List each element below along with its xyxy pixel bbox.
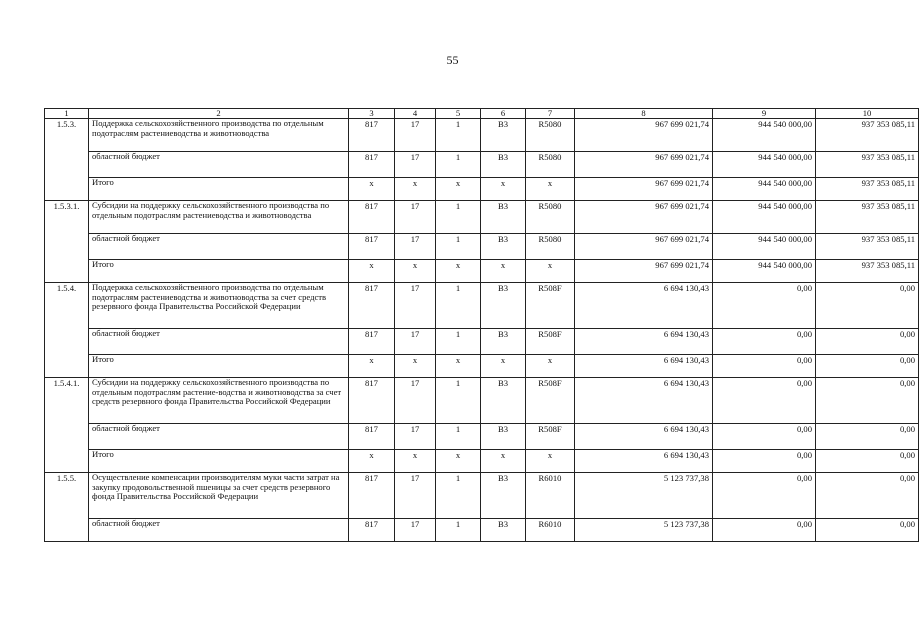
cell-amount-c9: 944 540 000,00 <box>713 119 816 152</box>
cell-amount-c8: 6 694 130,43 <box>575 355 713 378</box>
cell-c7: R508F <box>526 424 575 450</box>
table-row <box>45 201 919 234</box>
table-row <box>45 119 919 152</box>
table-row <box>45 450 919 473</box>
cell-amount-c9: 0,00 <box>713 473 816 519</box>
row-name: Субсидии на поддержку сельскохозяйственного производства по отдельным подотраслям растениеводства и животноводства <box>89 201 349 234</box>
cell-c7: R6010 <box>526 473 575 519</box>
cell-amount-c8: 967 699 021,74 <box>575 260 713 283</box>
cell-amount-c10: 937 353 085,11 <box>816 260 919 283</box>
cell-amount-c10: 937 353 085,11 <box>816 201 919 234</box>
cell-c3: x <box>349 178 395 201</box>
cell-amount-c8: 967 699 021,74 <box>575 152 713 178</box>
cell-c5: x <box>436 355 481 378</box>
cell-c3: 817 <box>349 424 395 450</box>
cell-c3: x <box>349 355 395 378</box>
row-name: Осуществление компенсации производителям муки части затрат на закупку продовольственной пшеницы за счет средств резервного фонда Правительства Российской Федерации <box>89 473 349 519</box>
cell-amount-c10: 0,00 <box>816 473 919 519</box>
cell-c4: x <box>395 178 436 201</box>
row-name: областной бюджет <box>89 152 349 178</box>
table-row <box>45 473 919 519</box>
cell-c3: x <box>349 260 395 283</box>
cell-c6: В3 <box>481 473 526 519</box>
cell-amount-c10: 0,00 <box>816 424 919 450</box>
cell-c5: 1 <box>436 234 481 260</box>
cell-c6: В3 <box>481 119 526 152</box>
row-name: областной бюджет <box>89 424 349 450</box>
row-name: областной бюджет <box>89 519 349 542</box>
cell-c6: x <box>481 260 526 283</box>
cell-c3: x <box>349 450 395 473</box>
row-name: Итого <box>89 178 349 201</box>
row-name: Итого <box>89 260 349 283</box>
cell-c7: R5080 <box>526 201 575 234</box>
cell-c6: В3 <box>481 283 526 329</box>
cell-c7: x <box>526 450 575 473</box>
row-name: Итого <box>89 450 349 473</box>
cell-amount-c9: 944 540 000,00 <box>713 234 816 260</box>
cell-c6: x <box>481 178 526 201</box>
row-name: Поддержка сельскохозяйственного производства по отдельным подотраслям растениеводства и животноводства <box>89 119 349 152</box>
cell-c5: 1 <box>436 473 481 519</box>
cell-amount-c10: 0,00 <box>816 450 919 473</box>
cell-c6: В3 <box>481 519 526 542</box>
column-header: 8 <box>575 109 713 119</box>
cell-c4: 17 <box>395 473 436 519</box>
cell-amount-c10: 0,00 <box>816 329 919 355</box>
table-row <box>45 355 919 378</box>
table-row <box>45 519 919 542</box>
row-name: Субсидии на поддержку сельскохозяйственного производства по отдельным подотраслям растение-водства и животноводства за счет средств резервного фонда Правительства Российской Федерации <box>89 378 349 424</box>
cell-c6: В3 <box>481 329 526 355</box>
cell-c7: R5080 <box>526 152 575 178</box>
cell-c6: x <box>481 450 526 473</box>
row-name: областной бюджет <box>89 329 349 355</box>
cell-c4: 17 <box>395 283 436 329</box>
cell-amount-c10: 937 353 085,11 <box>816 178 919 201</box>
cell-c5: 1 <box>436 519 481 542</box>
cell-amount-c10: 0,00 <box>816 519 919 542</box>
cell-amount-c10: 0,00 <box>816 283 919 329</box>
column-header: 2 <box>89 109 349 119</box>
cell-c4: x <box>395 260 436 283</box>
page-number: 55 <box>446 53 459 67</box>
cell-amount-c8: 5 123 737,38 <box>575 473 713 519</box>
cell-amount-c10: 937 353 085,11 <box>816 234 919 260</box>
cell-c3: 817 <box>349 234 395 260</box>
cell-c3: 817 <box>349 473 395 519</box>
cell-c4: 17 <box>395 201 436 234</box>
cell-c5: x <box>436 260 481 283</box>
cell-c7: x <box>526 260 575 283</box>
cell-amount-c8: 967 699 021,74 <box>575 178 713 201</box>
cell-amount-c8: 967 699 021,74 <box>575 201 713 234</box>
cell-c7: R5080 <box>526 234 575 260</box>
column-header: 5 <box>436 109 481 119</box>
cell-c3: 817 <box>349 201 395 234</box>
cell-c3: 817 <box>349 378 395 424</box>
cell-c7: R5080 <box>526 119 575 152</box>
cell-c6: В3 <box>481 424 526 450</box>
table-row <box>45 329 919 355</box>
cell-c3: 817 <box>349 283 395 329</box>
column-header: 4 <box>395 109 436 119</box>
cell-c4: 17 <box>395 519 436 542</box>
cell-c7: x <box>526 178 575 201</box>
table-row <box>45 260 919 283</box>
table-row <box>45 234 919 260</box>
cell-c5: x <box>436 450 481 473</box>
cell-c3: 817 <box>349 119 395 152</box>
column-header: 6 <box>481 109 526 119</box>
cell-c5: 1 <box>436 329 481 355</box>
cell-amount-c8: 6 694 130,43 <box>575 424 713 450</box>
cell-c5: 1 <box>436 152 481 178</box>
cell-amount-c8: 6 694 130,43 <box>575 329 713 355</box>
cell-amount-c10: 0,00 <box>816 378 919 424</box>
cell-c4: 17 <box>395 152 436 178</box>
cell-c6: В3 <box>481 234 526 260</box>
cell-c4: x <box>395 450 436 473</box>
cell-amount-c8: 6 694 130,43 <box>575 283 713 329</box>
table-row <box>45 178 919 201</box>
table-row <box>45 424 919 450</box>
table-row <box>45 283 919 329</box>
row-name: Итого <box>89 355 349 378</box>
cell-amount-c10: 0,00 <box>816 355 919 378</box>
cell-c5: 1 <box>436 201 481 234</box>
cell-c5: x <box>436 178 481 201</box>
table-row <box>45 378 919 424</box>
cell-amount-c8: 6 694 130,43 <box>575 450 713 473</box>
cell-amount-c9: 944 540 000,00 <box>713 260 816 283</box>
cell-amount-c9: 0,00 <box>713 355 816 378</box>
budget-table <box>44 108 919 542</box>
cell-amount-c8: 967 699 021,74 <box>575 234 713 260</box>
cell-c7: R6010 <box>526 519 575 542</box>
cell-c3: 817 <box>349 519 395 542</box>
cell-c4: 17 <box>395 424 436 450</box>
cell-amount-c10: 937 353 085,11 <box>816 119 919 152</box>
cell-amount-c10: 937 353 085,11 <box>816 152 919 178</box>
cell-c4: 17 <box>395 329 436 355</box>
cell-amount-c9: 0,00 <box>713 519 816 542</box>
cell-c4: 17 <box>395 234 436 260</box>
cell-c7: x <box>526 355 575 378</box>
cell-amount-c9: 944 540 000,00 <box>713 152 816 178</box>
row-name: Поддержка сельскохозяйственного производства по отдельным подотраслям растениеводства и животноводства за счет средств резервного фонда Правительства Российской Федерации <box>89 283 349 329</box>
cell-amount-c8: 5 123 737,38 <box>575 519 713 542</box>
row-code: 1.5.4. <box>45 283 89 378</box>
cell-amount-c9: 0,00 <box>713 329 816 355</box>
cell-amount-c8: 967 699 021,74 <box>575 119 713 152</box>
cell-c4: 17 <box>395 378 436 424</box>
column-header: 10 <box>816 109 919 119</box>
cell-c5: 1 <box>436 119 481 152</box>
row-code: 1.5.3. <box>45 119 89 201</box>
cell-c6: x <box>481 355 526 378</box>
column-header: 9 <box>713 109 816 119</box>
cell-c5: 1 <box>436 283 481 329</box>
cell-c7: R508F <box>526 329 575 355</box>
cell-c4: 17 <box>395 119 436 152</box>
column-header: 7 <box>526 109 575 119</box>
cell-c6: В3 <box>481 378 526 424</box>
cell-c3: 817 <box>349 329 395 355</box>
column-header: 3 <box>349 109 395 119</box>
cell-c6: В3 <box>481 201 526 234</box>
cell-amount-c9: 0,00 <box>713 424 816 450</box>
cell-amount-c9: 944 540 000,00 <box>713 201 816 234</box>
table-header-row <box>45 109 919 119</box>
cell-c7: R508F <box>526 378 575 424</box>
cell-c4: x <box>395 355 436 378</box>
cell-amount-c9: 0,00 <box>713 450 816 473</box>
row-code: 1.5.3.1. <box>45 201 89 283</box>
cell-c3: 817 <box>349 152 395 178</box>
cell-c5: 1 <box>436 424 481 450</box>
cell-amount-c9: 0,00 <box>713 283 816 329</box>
cell-amount-c8: 6 694 130,43 <box>575 378 713 424</box>
table-row <box>45 152 919 178</box>
cell-c6: В3 <box>481 152 526 178</box>
cell-c7: R508F <box>526 283 575 329</box>
row-name: областной бюджет <box>89 234 349 260</box>
cell-amount-c9: 944 540 000,00 <box>713 178 816 201</box>
row-code: 1.5.4.1. <box>45 378 89 473</box>
cell-amount-c9: 0,00 <box>713 378 816 424</box>
cell-c5: 1 <box>436 378 481 424</box>
column-header: 1 <box>45 109 89 119</box>
row-code: 1.5.5. <box>45 473 89 542</box>
